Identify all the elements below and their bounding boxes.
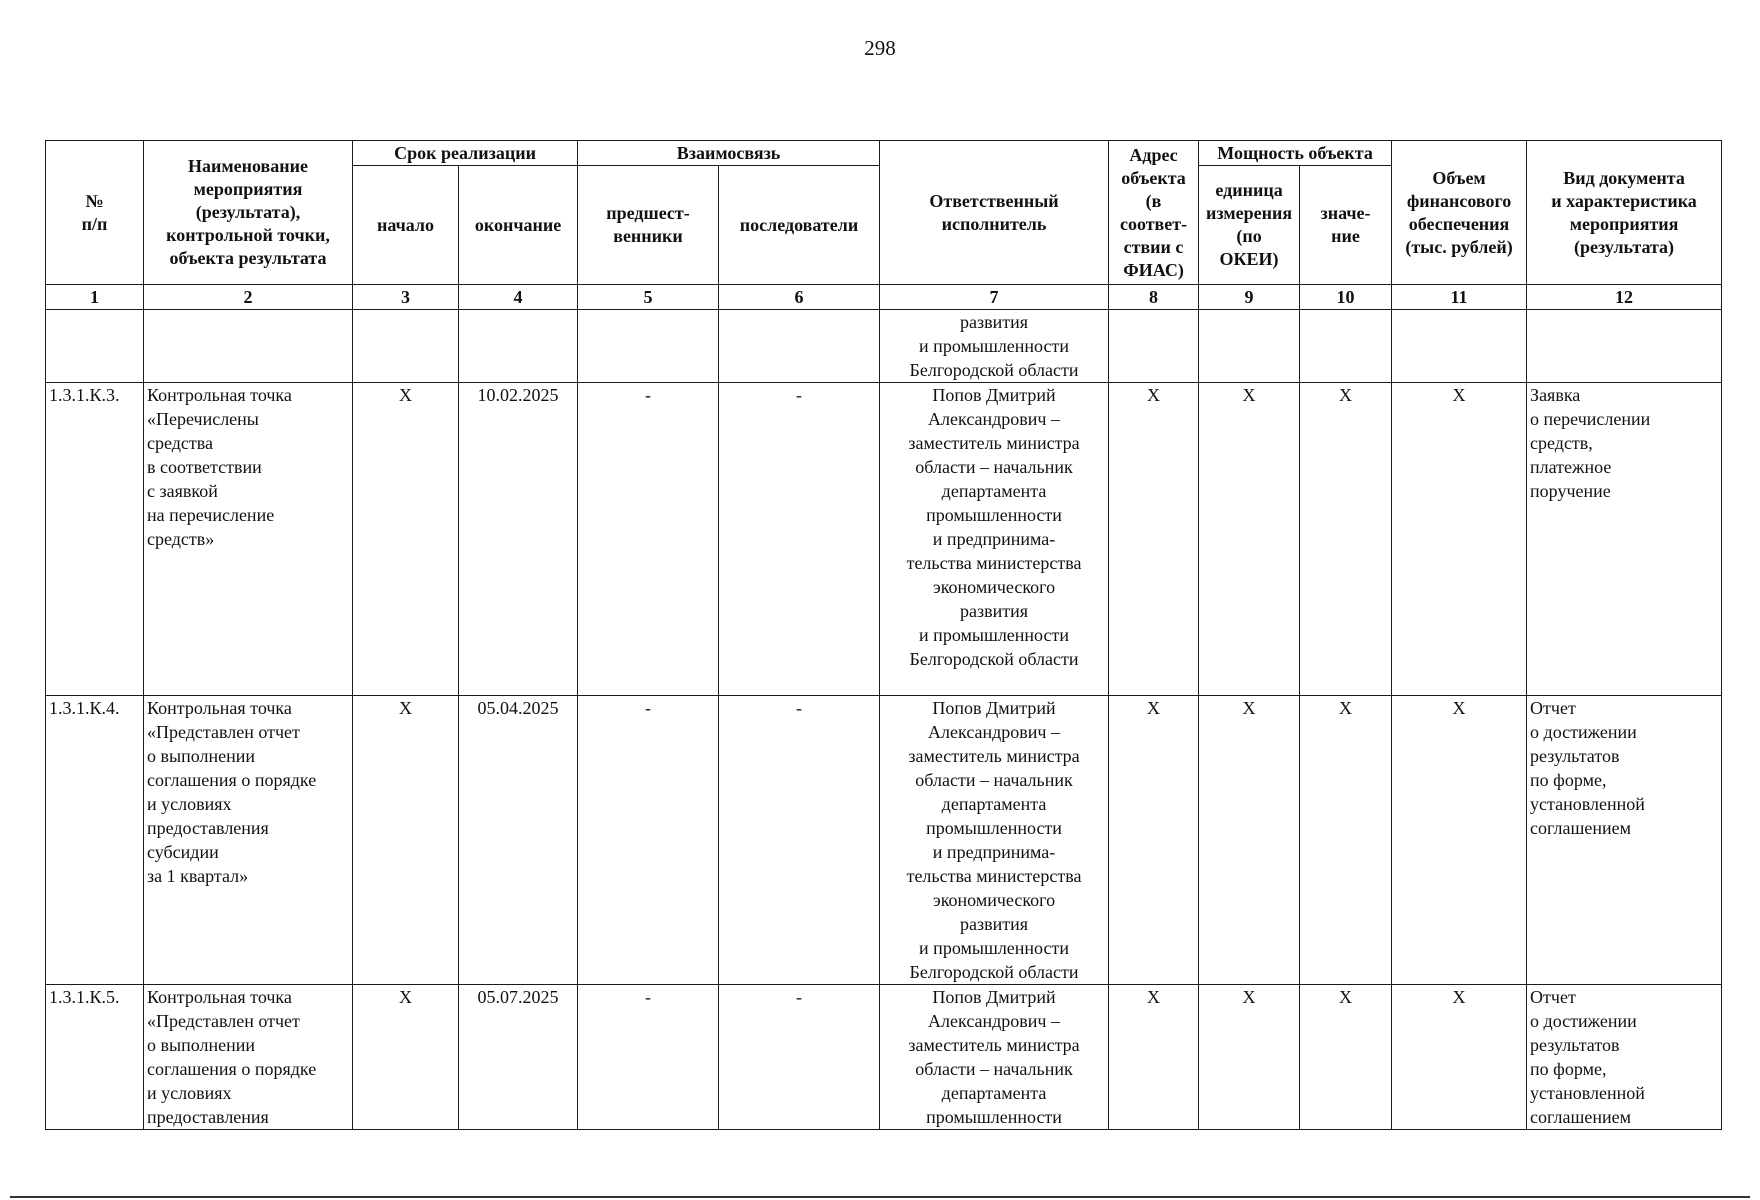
- cell-end: 10.02.2025: [459, 383, 578, 696]
- cell-address: Х: [1109, 383, 1199, 696]
- cell-end: [459, 310, 578, 383]
- cell-document: Заявка о перечислении средств, платежное поручение: [1527, 383, 1722, 696]
- cell-no: 1.3.1.К.4.: [46, 696, 144, 985]
- cell-successors: [719, 310, 880, 383]
- cell-unit: [1199, 310, 1300, 383]
- plan-table: [45, 140, 1722, 1130]
- cell-responsible: развития и промышленности Белгородской области: [880, 310, 1109, 383]
- cell-name: Контрольная точка «Перечислены средства в соответствии с заявкой на перечисление средств»: [144, 383, 353, 696]
- cell-start: [353, 310, 459, 383]
- cell-unit: Х: [1199, 696, 1300, 985]
- cell-financing: Х: [1392, 985, 1527, 1130]
- header-group-power: Мощность объекта: [1199, 141, 1392, 166]
- cell-predecessors: [578, 310, 719, 383]
- cell-successors: -: [719, 383, 880, 696]
- bottom-rule: [10, 1196, 1750, 1198]
- cell-financing: Х: [1392, 383, 1527, 696]
- header-col-document: Вид документа и характеристика мероприятия (результата): [1527, 141, 1722, 285]
- cell-document: Отчет о достижении результатов по форме, установленной соглашением: [1527, 985, 1722, 1130]
- cell-name: Контрольная точка «Представлен отчет о выполнении соглашения о порядке и условиях предоставления: [144, 985, 353, 1130]
- cell-successors: -: [719, 696, 880, 985]
- column-number: 5: [578, 285, 719, 310]
- column-number: 9: [1199, 285, 1300, 310]
- column-number: 11: [1392, 285, 1527, 310]
- header-col-successors: последователи: [719, 166, 880, 285]
- cell-value: [1300, 310, 1392, 383]
- cell-predecessors: -: [578, 696, 719, 985]
- cell-end: 05.04.2025: [459, 696, 578, 985]
- table-row: [46, 310, 1722, 383]
- cell-end: 05.07.2025: [459, 985, 578, 1130]
- column-number: 12: [1527, 285, 1722, 310]
- cell-address: Х: [1109, 696, 1199, 985]
- cell-responsible: Попов Дмитрий Александрович – заместитель министра области – начальник департамента промышленности и предпринима- тельства министерства экономического развития и промышленности Белгородской области: [880, 696, 1109, 985]
- header-col-address: Адрес объекта (в соответ- ствии с ФИАС): [1109, 141, 1199, 285]
- column-number: 6: [719, 285, 880, 310]
- column-number: 1: [46, 285, 144, 310]
- cell-no: [46, 310, 144, 383]
- cell-value: Х: [1300, 696, 1392, 985]
- header-col-value: значе- ние: [1300, 166, 1392, 285]
- header-col-financing: Объем финансового обеспечения (тыс. рублей): [1392, 141, 1527, 285]
- cell-no: 1.3.1.К.5.: [46, 985, 144, 1130]
- header-col-end: окончание: [459, 166, 578, 285]
- column-number: 8: [1109, 285, 1199, 310]
- column-number: 10: [1300, 285, 1392, 310]
- cell-responsible: Попов Дмитрий Александрович – заместитель министра области – начальник департамента промышленности и предпринима- тельства министерства экономического развития и промышленности Белгородской области: [880, 383, 1109, 696]
- cell-value: Х: [1300, 985, 1392, 1130]
- cell-unit: Х: [1199, 383, 1300, 696]
- column-number-row: [46, 285, 1722, 310]
- header-col-start: начало: [353, 166, 459, 285]
- cell-no: 1.3.1.К.3.: [46, 383, 144, 696]
- cell-financing: [1392, 310, 1527, 383]
- cell-address: [1109, 310, 1199, 383]
- page-number: 298: [864, 36, 896, 60]
- header-col-no: № п/п: [46, 141, 144, 285]
- cell-start: Х: [353, 985, 459, 1130]
- cell-start: Х: [353, 696, 459, 985]
- column-number: 3: [353, 285, 459, 310]
- header-col-predecessors: предшест- венники: [578, 166, 719, 285]
- cell-unit: Х: [1199, 985, 1300, 1130]
- cell-name: [144, 310, 353, 383]
- column-number: 7: [880, 285, 1109, 310]
- table-row: [46, 696, 1722, 985]
- header-col-name: Наименование мероприятия (результата), контрольной точки, объекта результата: [144, 141, 353, 285]
- table-row: [46, 383, 1722, 696]
- column-number: 2: [144, 285, 353, 310]
- cell-predecessors: -: [578, 985, 719, 1130]
- header-group-term: Срок реализации: [353, 141, 578, 166]
- cell-document: [1527, 310, 1722, 383]
- cell-successors: -: [719, 985, 880, 1130]
- cell-value: Х: [1300, 383, 1392, 696]
- cell-predecessors: -: [578, 383, 719, 696]
- column-number: 4: [459, 285, 578, 310]
- cell-financing: Х: [1392, 696, 1527, 985]
- cell-responsible: Попов Дмитрий Александрович – заместитель министра области – начальник департамента промышленности: [880, 985, 1109, 1130]
- cell-name: Контрольная точка «Представлен отчет о выполнении соглашения о порядке и условиях предоставления субсидии за 1 квартал»: [144, 696, 353, 985]
- table-row: [46, 985, 1722, 1130]
- cell-document: Отчет о достижении результатов по форме, установленной соглашением: [1527, 696, 1722, 985]
- header-col-responsible: Ответственный исполнитель: [880, 141, 1109, 285]
- header-col-unit: единица измерения (по ОКЕИ): [1199, 166, 1300, 285]
- header-group-link: Взаимосвязь: [578, 141, 880, 166]
- cell-start: Х: [353, 383, 459, 696]
- cell-address: Х: [1109, 985, 1199, 1130]
